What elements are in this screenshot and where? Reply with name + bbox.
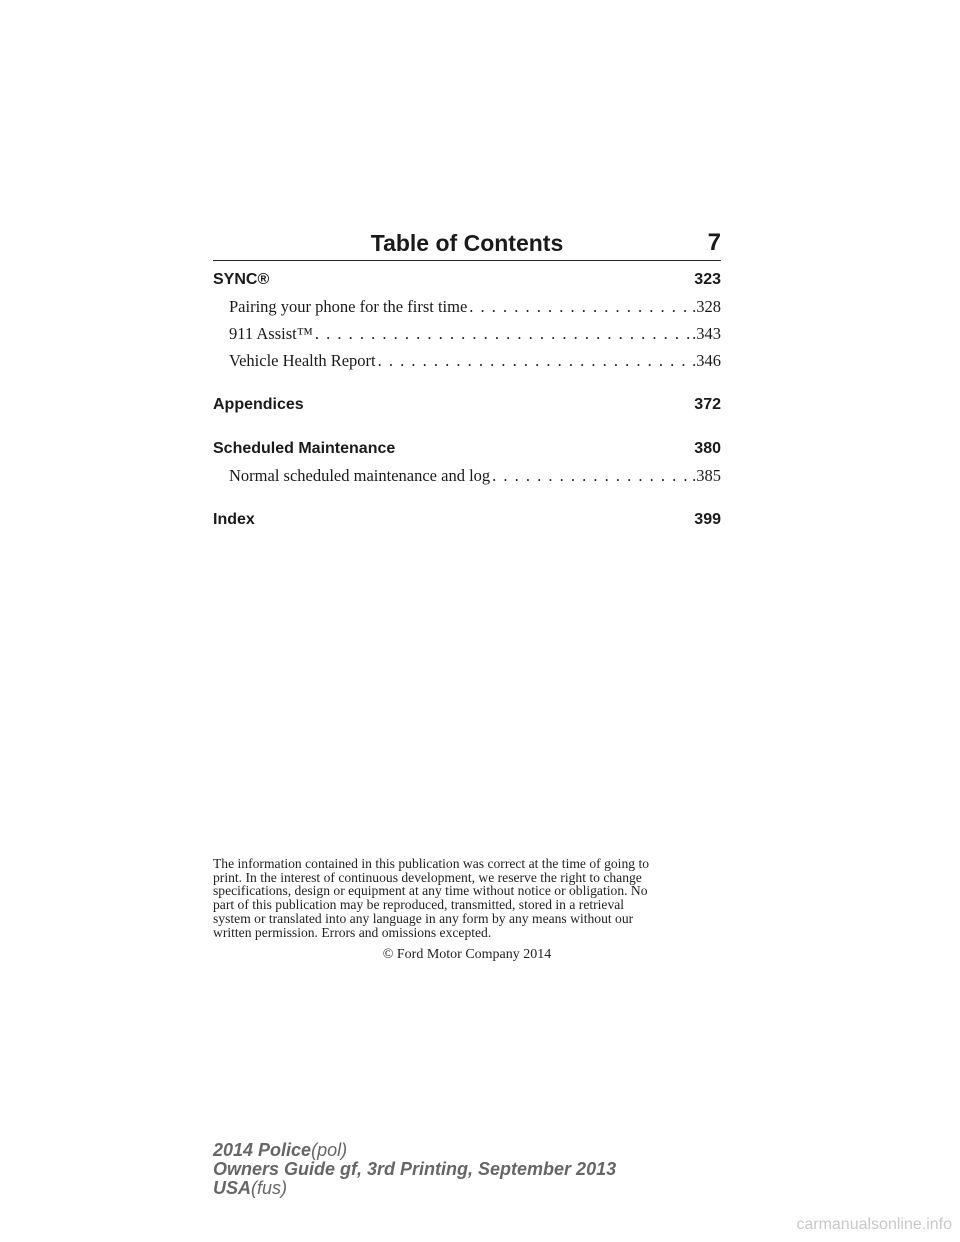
toc-entry-vehicle-health-report[interactable] — [229, 349, 721, 373]
table-of-contents — [213, 268, 721, 532]
toc-section-page: 380 — [694, 440, 721, 457]
disclaimer-line: part of this publication may be reproduced, transmitted, stored in a retrieval — [213, 897, 625, 913]
toc-entry-normal-maintenance[interactable] — [229, 464, 721, 488]
toc-section-appendices[interactable] — [213, 393, 721, 417]
disclaimer-line: specifications, design or equipment at any time without notice or obligation. No — [213, 883, 648, 899]
toc-section-title: Appendices — [213, 396, 304, 413]
dot-leader — [492, 464, 690, 488]
footer-market: USA — [213, 1178, 252, 1198]
footer-model: 2014 Police — [213, 1140, 312, 1160]
toc-section-page: 399 — [694, 511, 721, 528]
print-footer — [213, 1141, 663, 1198]
disclaimer-line: system or translated into any language in any form by any means without our — [213, 910, 634, 926]
disclaimer-line: print. In the interest of continuous development, we reserve the right to change — [213, 869, 642, 885]
toc-entry-page: .343 — [692, 324, 721, 343]
page-header — [213, 228, 721, 261]
disclaimer-line: The information contained in this publication was correct at the time of going to — [213, 856, 650, 871]
page-number: 7 — [707, 229, 721, 256]
toc-section-page: 372 — [694, 396, 721, 413]
footer-guide-line — [213, 1160, 663, 1179]
footer-market-line — [213, 1179, 663, 1198]
dot-leader — [315, 322, 690, 346]
page-title: Table of Contents — [370, 230, 564, 256]
disclaimer-text — [213, 857, 723, 939]
disclaimer-line: written permission. Errors and omissions excepted. — [213, 924, 492, 940]
footer-guide: Owners Guide gf, 3rd Printing, September 2013 — [213, 1159, 617, 1179]
toc-entry-page: .385 — [692, 466, 721, 485]
toc-section-page: 323 — [694, 271, 721, 288]
toc-entry-page: .346 — [692, 351, 721, 370]
toc-entry-911-assist[interactable] — [229, 322, 721, 346]
site-watermark: carmanualsonline.info — [796, 1216, 952, 1233]
footer-market-code: (fus) — [251, 1178, 288, 1198]
footer-model-line — [213, 1141, 663, 1160]
toc-section-title: SYNC® — [213, 271, 270, 288]
toc-section-sync[interactable] — [213, 268, 721, 292]
toc-entry-title: 911 Assist™ — [229, 324, 313, 343]
dot-leader — [378, 349, 691, 373]
toc-entry-title: Vehicle Health Report — [229, 351, 376, 370]
toc-entry-title: Pairing your phone for the first time — [229, 297, 468, 316]
footer-model-code: (pol) — [311, 1140, 348, 1160]
toc-section-index[interactable] — [213, 508, 721, 532]
dot-leader — [469, 295, 690, 319]
toc-entry-pairing-phone[interactable] — [229, 295, 721, 319]
copyright-notice: © Ford Motor Company 2014 — [382, 947, 552, 962]
toc-entry-title: Normal scheduled maintenance and log — [229, 466, 491, 485]
toc-section-title: Scheduled Maintenance — [213, 440, 396, 457]
toc-section-scheduled-maintenance[interactable] — [213, 437, 721, 461]
toc-section-title: Index — [213, 511, 255, 528]
toc-entry-page: .328 — [692, 297, 721, 316]
